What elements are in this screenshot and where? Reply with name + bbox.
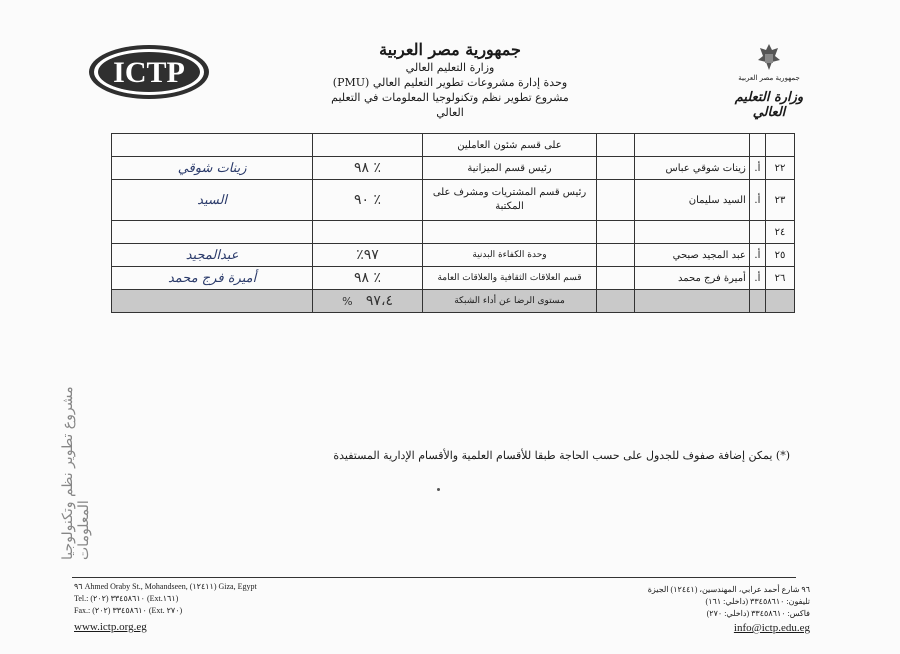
eagle-emblem-icon xyxy=(756,42,782,72)
title-cell: أ. xyxy=(749,180,765,221)
row-number xyxy=(765,134,794,157)
scan-speck xyxy=(437,488,440,491)
blank-cell xyxy=(597,134,635,157)
table-footnote: (*) يمكن إضافة صفوف للجدول على حسب الحاجة طبقا للأقسام العلمية والأقسام الإدارية المستفيدة xyxy=(333,449,790,462)
table-row xyxy=(112,221,795,244)
blank-cell xyxy=(597,290,635,313)
position-cell: وحدة الكفاءة البدنية xyxy=(422,244,596,267)
signature-cell xyxy=(112,244,313,267)
name-cell: السيد سليمان xyxy=(634,180,749,221)
name-cell xyxy=(634,134,749,157)
footer-website-link[interactable]: www.ictp.org.eg xyxy=(74,621,147,633)
total-label: مستوى الرضا عن أداء الشبكة xyxy=(422,290,596,313)
handwritten-signature: زينات شوقي xyxy=(177,160,247,176)
table-row xyxy=(112,180,795,221)
total-percent-value: ٩٧،٤ xyxy=(365,293,393,309)
title-cell: أ. xyxy=(749,267,765,290)
title-cell xyxy=(749,290,765,313)
footer-arabic xyxy=(648,584,810,634)
signature-cell xyxy=(112,134,313,157)
handwritten-signature: السيد xyxy=(197,192,228,208)
ministry-emblem xyxy=(724,42,814,120)
position-cell xyxy=(422,221,596,244)
total-percent-sign: % xyxy=(342,295,353,308)
title-cell: أ. xyxy=(749,157,765,180)
svg-text:ICTP: ICTP xyxy=(113,56,185,89)
row-number xyxy=(765,290,794,313)
footer-email-link[interactable]: info@ictp.edu.eg xyxy=(733,622,810,634)
row-number: ٢٤ xyxy=(765,221,794,244)
name-cell: أميرة فرج محمد xyxy=(634,267,749,290)
header-line-country: جمهورية مصر العربية xyxy=(379,40,521,59)
total-row xyxy=(112,290,795,313)
position-cell: قسم العلاقات الثقافية والعلاقات العامة xyxy=(422,267,596,290)
header-line-pmu: وحدة إدارة مشروعات تطوير التعليم العالي (PMU) xyxy=(332,76,568,89)
ministry-subtitle: جمهورية مصر العربية xyxy=(738,74,800,82)
header-line-ministry: وزارة التعليم العالي xyxy=(405,61,495,74)
row-number: ٢٦ xyxy=(765,267,794,290)
footer-fax-en: Fax.: (٢٠٢) ٣٣٤٥٨٦١٠ (Ext. ٢٧٠) xyxy=(74,606,183,615)
ictp-logo xyxy=(88,44,210,100)
footer-divider xyxy=(72,577,796,578)
blank-cell xyxy=(597,180,635,221)
table-row xyxy=(112,244,795,267)
name-cell xyxy=(634,221,749,244)
ministry-title: وزارة التعليم العالي xyxy=(734,90,804,120)
percent-cell: ٪ ٩٠ xyxy=(313,180,423,221)
header-line-project: مشروع تطوير نظم وتكنولوجيا المعلومات في التعليم العالي xyxy=(331,91,569,119)
signature-cell xyxy=(112,157,313,180)
footer-address-en: ٩٦ Ahmed Oraby St., Mohandseen, (١٢٤١١) Giza, Egypt xyxy=(74,582,257,591)
percent-cell: ٪ ٩٨ xyxy=(313,157,423,180)
table-row xyxy=(112,157,795,180)
signature-cell xyxy=(112,267,313,290)
percent-cell xyxy=(313,134,423,157)
blank-cell xyxy=(597,221,635,244)
handwritten-signature: أميرة فرج محمد xyxy=(167,270,257,286)
footer-fax-ar: فاكس: ٣٣٤٥٨٦١٠ (داخلي: ٢٧٠) xyxy=(706,609,810,618)
signature-cell xyxy=(112,221,313,244)
percent-cell: ٪ ٩٨ xyxy=(313,267,423,290)
title-cell xyxy=(749,221,765,244)
percent-cell: ٩٧٪ xyxy=(313,244,423,267)
signature-cell xyxy=(112,180,313,221)
row-number: ٢٥ xyxy=(765,244,794,267)
row-number: ٢٢ xyxy=(765,157,794,180)
vertical-stamp-text: مشروع تطوير نظم وتكنولوجيا المعلومات xyxy=(60,386,92,560)
footer-address-ar: ٩٦ شارع أحمد عرابي، المهندسين، (١٢٤٤١) الجيزة xyxy=(647,585,810,594)
title-cell: أ. xyxy=(749,244,765,267)
header-title-block xyxy=(330,40,570,120)
footer-english xyxy=(74,581,257,633)
total-percent-cell xyxy=(313,290,423,313)
handwritten-signature: عبدالمجيد xyxy=(185,247,239,263)
table-row xyxy=(112,267,795,290)
blank-cell xyxy=(597,157,635,180)
signature-cell xyxy=(112,290,313,313)
name-cell: زينات شوقي عباس xyxy=(634,157,749,180)
name-cell: عبد المجيد صبحي xyxy=(634,244,749,267)
table-row xyxy=(112,134,795,157)
row-number: ٢٣ xyxy=(765,180,794,221)
blank-cell xyxy=(597,267,635,290)
blank-cell xyxy=(597,244,635,267)
position-cell: رئيس قسم الميزانية xyxy=(422,157,596,180)
position-cell: على قسم شئون العاملين xyxy=(422,134,596,157)
footer-tel-en: Tel.: (٢٠٢) ٣٣٤٥٨٦١٠ (Ext.١٦١) xyxy=(74,594,179,603)
footer-tel-ar: تليفون: ٣٣٤٥٨٦١٠ (داخلي: ١٦١) xyxy=(705,597,810,606)
name-cell xyxy=(634,290,749,313)
percent-cell xyxy=(313,221,423,244)
satisfaction-table xyxy=(111,133,795,307)
title-cell xyxy=(749,134,765,157)
position-cell: رئيس قسم المشتريات ومشرف على المكتبة xyxy=(422,180,596,221)
